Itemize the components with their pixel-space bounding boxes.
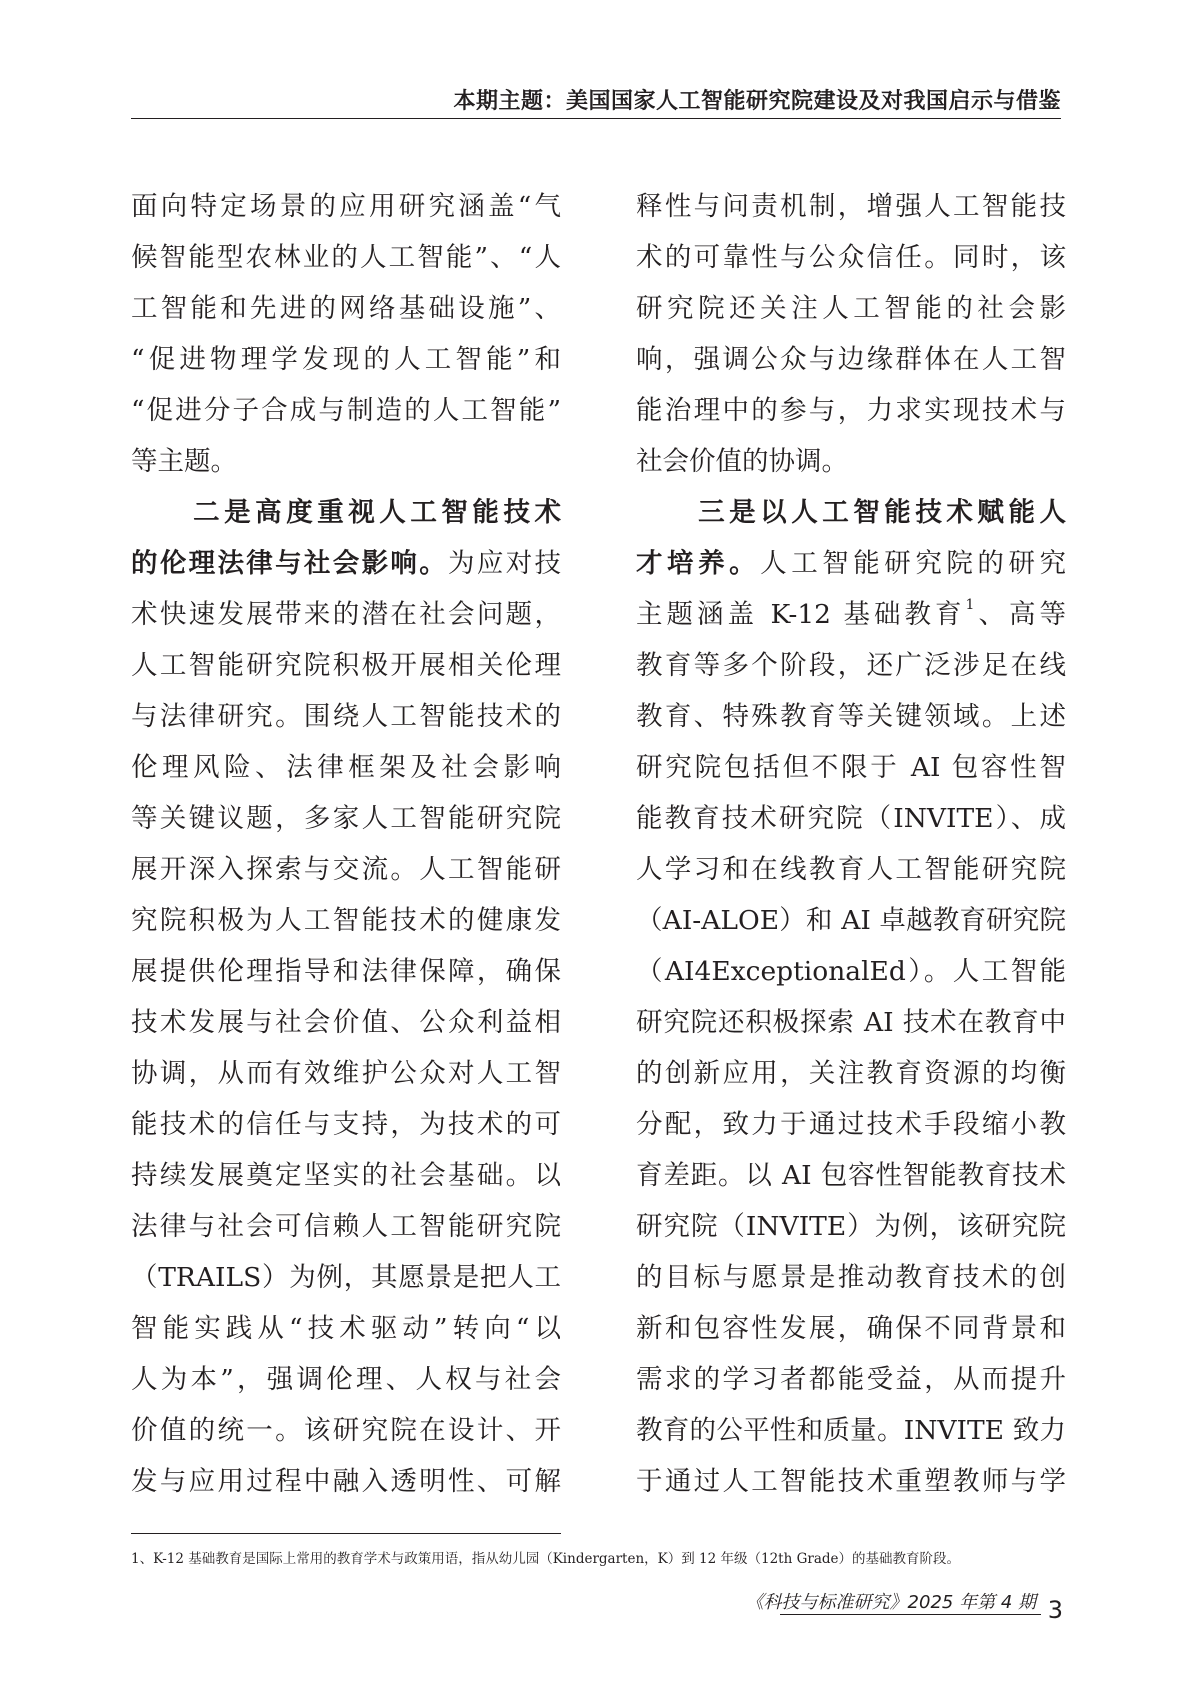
paragraph-line: 术快速发展带来的潜在社会问题， bbox=[131, 599, 561, 630]
paragraph-line: 响，强调公众与边缘群体在人工智 bbox=[636, 344, 1066, 375]
paragraph-line: 研究院包括但不限于 AI 包容性智 bbox=[636, 752, 1066, 783]
page-number: 3 bbox=[1047, 1596, 1063, 1624]
paragraph-line: “促进物理学发现的人工智能”和 bbox=[131, 344, 561, 375]
paragraph-line: 术的可靠性与公众信任。同时，该 bbox=[636, 242, 1066, 273]
paragraph-line: 分配，致力于通过技术手段缩小教 bbox=[636, 1109, 1066, 1140]
footnote: 1、K-12 基础教育是国际上常用的教育学术与政策用语，指从幼儿园（Kindergarten，K）到 12 年级（12th Grade）的基础教育阶段。 bbox=[131, 1551, 961, 1567]
paragraph-line: 能治理中的参与，力求实现技术与 bbox=[636, 395, 1066, 426]
paragraph-line: 需求的学习者都能受益，从而提升 bbox=[636, 1364, 1066, 1395]
paragraph-line: 释性与问责机制，增强人工智能技 bbox=[636, 191, 1066, 222]
paragraph-text: 为应对技 bbox=[448, 548, 562, 579]
paragraph-line: 候智能型农林业的人工智能”、“人 bbox=[131, 242, 561, 273]
paragraph-line: 研究院还关注人工智能的社会影 bbox=[636, 293, 1066, 324]
paragraph-line: 能技术的信任与支持，为技术的可 bbox=[131, 1109, 561, 1140]
paragraph-line: 社会价值的协调。 bbox=[636, 446, 848, 477]
paragraph-line: 展开深入探索与交流。人工智能研 bbox=[131, 854, 561, 885]
paragraph-line: 研究院（INVITE）为例，该研究院 bbox=[636, 1211, 1066, 1242]
paragraph-line: 究院积极为人工智能技术的健康发 bbox=[131, 905, 561, 936]
paragraph-line: 展提供伦理指导和法律保障，确保 bbox=[131, 956, 561, 987]
paragraph-line: 持续发展奠定坚实的社会基础。以 bbox=[131, 1160, 561, 1191]
paragraph-line: （AI4ExceptionalEd）。人工智能 bbox=[636, 956, 1066, 987]
paragraph-line: 等主题。 bbox=[131, 446, 237, 477]
footnote-ref[interactable]: 1 bbox=[965, 597, 975, 614]
running-header-title: 本期主题：美国国家人工智能研究院建设及对我国启示与借鉴 bbox=[453, 89, 1061, 114]
paragraph-line: 研究院还积极探索 AI 技术在教育中 bbox=[636, 1007, 1066, 1038]
paragraph-line: （AI-ALOE）和 AI 卓越教育研究院 bbox=[636, 905, 1066, 936]
paragraph-line: 与法律研究。围绕人工智能技术的 bbox=[131, 701, 561, 732]
paragraph-line: 发与应用过程中融入透明性、可解 bbox=[131, 1466, 561, 1497]
paragraph-line: （TRAILS）为例，其愿景是把人工 bbox=[131, 1262, 561, 1293]
footer-rule bbox=[780, 1614, 1041, 1615]
paragraph-line: 教育、特殊教育等关键领域。上述 bbox=[636, 701, 1066, 732]
paragraph-line: 能教育技术研究院（INVITE）、成 bbox=[636, 803, 1066, 834]
paragraph-line: 等关键议题，多家人工智能研究院 bbox=[131, 803, 561, 834]
paragraph-text: 、高等 bbox=[974, 599, 1066, 630]
paragraph-line: 教育的公平性和质量。INVITE 致力 bbox=[636, 1415, 1066, 1446]
paragraph-line: 人工智能研究院积极开展相关伦理 bbox=[131, 650, 561, 681]
paragraph-line: 的目标与愿景是推动教育技术的创 bbox=[636, 1262, 1066, 1293]
paragraph-line: 教育等多个阶段，还广泛涉足在线 bbox=[636, 650, 1066, 681]
header-rule bbox=[131, 118, 1061, 119]
paragraph-line: 法律与社会可信赖人工智能研究院 bbox=[131, 1211, 561, 1242]
paragraph-line: 新和包容性发展，确保不同背景和 bbox=[636, 1313, 1066, 1344]
paragraph-line: 面向特定场景的应用研究涵盖“气 bbox=[131, 191, 561, 222]
paragraph-line: 育差距。以 AI 包容性智能教育技术 bbox=[636, 1160, 1066, 1191]
paragraph-line: 技术发展与社会价值、公众利益相 bbox=[131, 1007, 561, 1038]
paragraph-line: 智能实践从“技术驱动”转向“以 bbox=[131, 1313, 561, 1344]
section-heading: 三是以人工智能技术赋能人 bbox=[636, 497, 1066, 528]
paragraph-line: “促进分子合成与制造的人工智能” bbox=[131, 395, 561, 426]
paragraph-line: 人为本”，强调伦理、人权与社会 bbox=[131, 1364, 561, 1395]
left-column bbox=[131, 181, 561, 1507]
paragraph-line: 伦理风险、法律框架及社会影响 bbox=[131, 752, 561, 783]
journal-name: 《科技与标准研究》2025 年第 4 期 bbox=[745, 1592, 1036, 1613]
paragraph-line: 协调，从而有效维护公众对人工智 bbox=[131, 1058, 561, 1089]
section-heading-line bbox=[636, 538, 1066, 589]
paragraph-line: 于通过人工智能技术重塑教师与学 bbox=[636, 1466, 1066, 1497]
section-heading: 二是高度重视人工智能技术 bbox=[131, 497, 561, 528]
section-heading-line bbox=[131, 538, 561, 589]
paragraph-line: 人学习和在线教育人工智能研究院 bbox=[636, 854, 1066, 885]
footnote-rule bbox=[131, 1533, 561, 1534]
paragraph-line: 价值的统一。该研究院在设计、开 bbox=[131, 1415, 561, 1446]
section-heading-tail: 才培养。 bbox=[636, 548, 761, 579]
section-heading-tail: 的伦理法律与社会影响。 bbox=[131, 548, 449, 579]
right-column bbox=[636, 181, 1066, 1507]
paragraph-text: 人工智能研究院的研究 bbox=[760, 548, 1067, 579]
paragraph-line: 工智能和先进的网络基础设施”、 bbox=[131, 293, 561, 324]
paragraph-text: 主题涵盖 K-12 基础教育 bbox=[636, 599, 966, 630]
paragraph-line: 的创新应用，关注教育资源的均衡 bbox=[636, 1058, 1066, 1089]
paragraph-line bbox=[636, 589, 1066, 640]
